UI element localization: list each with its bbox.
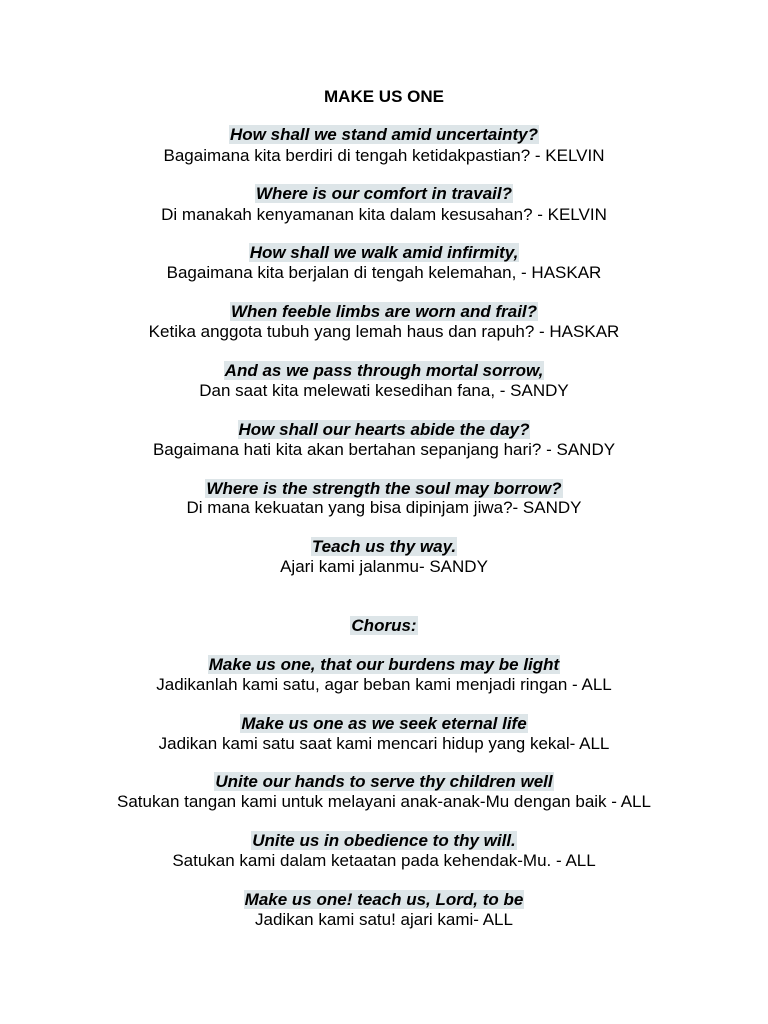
- lyric-english: Teach us thy way.: [311, 537, 457, 556]
- lyric-english: Where is the strength the soul may borrow?: [206, 479, 562, 498]
- lyric-translation: Bagaimana kita berdiri di tengah ketidakpastian? - KELVIN: [163, 146, 605, 165]
- chorus-label: Chorus:: [351, 616, 417, 635]
- lyric-translation: Ketika anggota tubuh yang lemah haus dan rapuh? - HASKAR: [148, 322, 620, 341]
- lyric-translation: Bagaimana hati kita akan bertahan sepanjang hari? - SANDY: [152, 440, 616, 459]
- lyric-translation: Di manakah kenyamanan kita dalam kesusahan? - KELVIN: [161, 205, 607, 224]
- chorus-english: Make us one, that our burdens may be light: [208, 655, 560, 674]
- lyric-english: Where is our comfort in travail?: [256, 184, 512, 203]
- lyric-english: When feeble limbs are worn and frail?: [230, 302, 538, 321]
- chorus-translation: Satukan kami dalam ketaatan pada kehendak-Mu. - ALL: [172, 851, 596, 870]
- chorus-english: Make us one! teach us, Lord, to be: [244, 890, 524, 909]
- chorus-english: Unite us in obedience to thy will.: [252, 831, 516, 850]
- lyric-translation: Dan saat kita melewati kesedihan fana, - SANDY: [199, 381, 569, 400]
- chorus-english: Unite our hands to serve thy children well: [215, 772, 553, 791]
- chorus-translation: Jadikan kami satu saat kami mencari hidup yang kekal- ALL: [158, 734, 610, 753]
- page-title: MAKE US ONE: [324, 87, 444, 106]
- chorus-translation: Satukan tangan kami untuk melayani anak-anak-Mu dengan baik - ALL: [117, 792, 651, 811]
- lyric-english: How shall we walk amid infirmity,: [249, 243, 519, 262]
- lyric-english: How shall we stand amid uncertainty?: [230, 125, 538, 144]
- lyric-english: How shall our hearts abide the day?: [238, 420, 530, 439]
- lyric-english: And as we pass through mortal sorrow,: [224, 361, 544, 380]
- lyric-translation: Bagaimana kita berjalan di tengah kelemahan, - HASKAR: [166, 263, 602, 282]
- lyric-translation: Ajari kami jalanmu- SANDY: [280, 557, 488, 576]
- lyric-translation: Di mana kekuatan yang bisa dipinjam jiwa?- SANDY: [186, 498, 582, 517]
- chorus-translation: Jadikanlah kami satu, agar beban kami menjadi ringan - ALL: [156, 675, 612, 694]
- chorus-english: Make us one as we seek eternal life: [241, 714, 527, 733]
- chorus-translation: Jadikan kami satu! ajari kami- ALL: [255, 910, 513, 929]
